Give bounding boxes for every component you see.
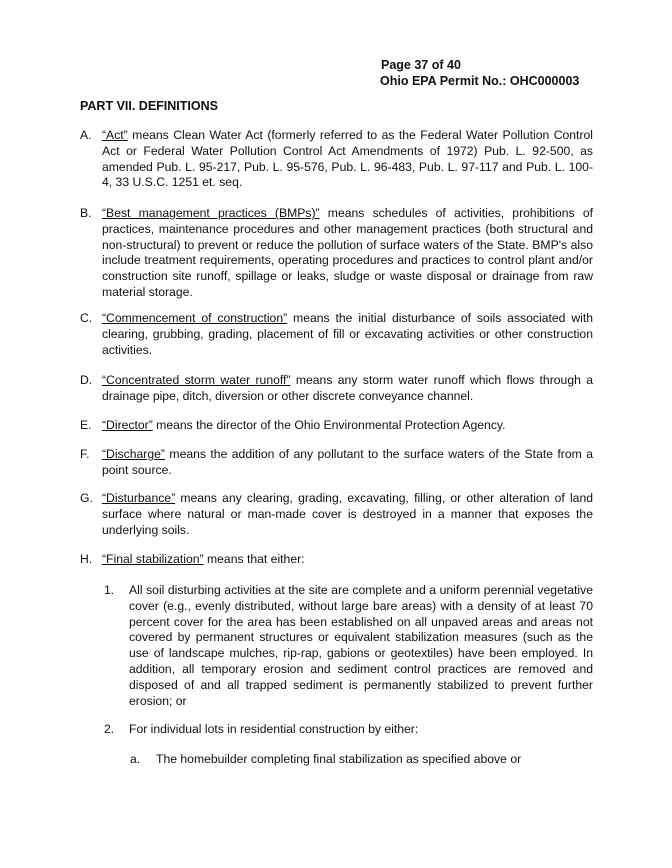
definition-term: “Disturbance”	[102, 491, 176, 505]
definition-term: “Best management practices (BMPs)”	[102, 206, 320, 220]
definition-text: means Clean Water Act (formerly referred to as the Federal Water Pollution Control Act or Federal Water Pollution Control Act Amendments of 1972) Pub. L. 92-500, as amended Pub. L. 95-217, Pub. L. 95-576, Pub. L. 96-483, Pub. L. 97-117 and Pub. L. 100-4, 33 U.S.C. 1251 et. seq.	[102, 128, 593, 190]
definition-term: “Discharge”	[102, 447, 165, 461]
definition-letter: A.	[80, 128, 92, 142]
page-header	[381, 57, 579, 89]
definition-final-stabilization	[80, 552, 593, 568]
definition-act	[80, 128, 593, 191]
definition-term: “Director”	[102, 418, 153, 432]
list-item-text: The homebuilder completing final stabilization as specified above or	[156, 752, 522, 766]
list-item-text: All soil disturbing activities at the site are complete and a uniform perennial vegetative cover (e.g., evenly distributed, without large bare areas) with a density of at least 70 percent cover for the area has been established on all unpaved areas and areas not covered by permanent structures or equivalent stabilization measures (such as the use of landscape mulches, rip-rap, gabions or geotextiles) have been employed. In addition, all temporary erosion and sediment control practices are removed and disposed of and all trapped sediment is permanently stabilized to prevent further erosion; or	[129, 583, 593, 708]
list-number: 1.	[104, 583, 115, 597]
definition-text: means the addition of any pollutant to the surface waters of the State from a point source.	[102, 447, 593, 477]
definition-director	[80, 418, 593, 434]
list-number: 2.	[104, 722, 115, 736]
definition-letter: B.	[80, 206, 92, 220]
section-title: PART VII. DEFINITIONS	[80, 99, 218, 113]
definition-body	[102, 418, 593, 434]
definition-text: means any clearing, grading, excavating, filling, or other alteration of land surface where natural or man-made cover is destroyed in a manner that exposes the underlying soils.	[102, 491, 593, 537]
final-stabilization-item-1	[104, 583, 593, 709]
residential-item-a	[130, 752, 593, 768]
list-item-text: For individual lots in residential construction by either:	[129, 722, 419, 736]
definition-letter: G.	[80, 491, 93, 505]
definition-term: “Commencement of construction”	[102, 311, 288, 325]
definition-body	[102, 491, 593, 538]
definition-body	[102, 447, 593, 479]
definition-text: means that either:	[203, 552, 305, 566]
definition-text: means the director of the Ohio Environmental Protection Agency.	[152, 418, 506, 432]
definition-discharge	[80, 447, 593, 479]
definition-disturbance	[80, 491, 593, 538]
definition-letter: C.	[80, 311, 93, 325]
definition-body	[102, 311, 593, 358]
list-letter: a.	[130, 752, 141, 766]
definition-concentrated-runoff	[80, 373, 593, 405]
definition-text: means the initial disturbance of soils associated with clearing, grubbing, grading, placement of fill or excavating activities or other construction activities.	[102, 311, 593, 357]
definition-term: “Concentrated storm water runoff”	[102, 373, 291, 387]
definition-term: “Final stabilization”	[102, 552, 204, 566]
definition-bmps	[80, 206, 593, 301]
final-stabilization-item-2	[104, 722, 593, 738]
definition-letter: H.	[80, 552, 93, 566]
definition-body	[102, 206, 593, 301]
page-number: Page 37 of 40	[381, 58, 461, 72]
definition-term: “Act”	[102, 128, 128, 142]
definition-body	[102, 552, 593, 568]
definition-body	[102, 373, 593, 405]
definition-body	[102, 128, 593, 191]
definition-commencement	[80, 311, 593, 358]
definition-letter: E.	[80, 418, 92, 432]
definition-letter: F.	[80, 447, 90, 461]
definition-letter: D.	[80, 373, 93, 387]
definition-text: means schedules of activities, prohibitions of practices, maintenance procedures and other management practices (both structural and non-structural) to prevent or reduce the pollution of surface waters of the State. BMP's also include treatment requirements, operating procedures and practices to control plant and/or construction site runoff, spillage or leaks, sludge or waste disposal or drainage from raw material storage.	[102, 206, 593, 299]
permit-number: Ohio EPA Permit No.: OHC000003	[380, 74, 580, 88]
definition-text: means any storm water runoff which flows through a drainage pipe, ditch, diversion or other discrete conveyance channel.	[102, 373, 593, 403]
